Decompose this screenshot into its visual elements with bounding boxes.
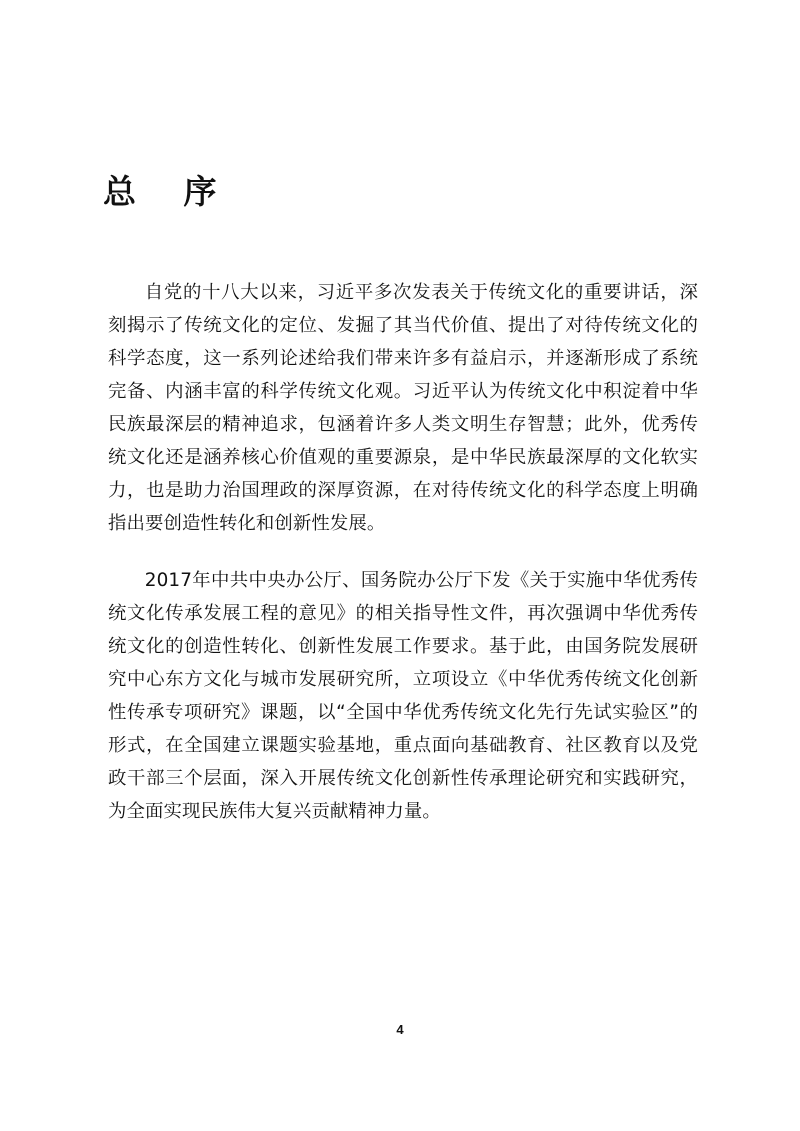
page-number: 4 (396, 1022, 404, 1037)
paragraph-1: 自党的十八大以来，习近平多次发表关于传统文化的重要讲话，深刻揭示了传统文化的定位、发掘了其当代价值、提出了对待传统文化的科学态度，这一系列论述给我们带来许多有益启示，并逐渐形成了系统完备、内涵丰富的科学传统文化观。习近平认为传统文化中积淀着中华民族最深层的精神追求，包涵着许多人类文明生存智慧；此外，优秀传统文化还是涵养核心价值观的重要源泉，是中华民族最深厚的文化软实力，也是助力治国理政的深厚资源，在对待传统文化的科学态度上明确指出要创造性转化和创新性发展。 (108, 282, 698, 534)
page-title: 总 序 (103, 172, 235, 211)
paragraph-2: 2017年中共中央办公厅、国务院办公厅下发《关于实施中华优秀传统文化传承发展工程的意见》的相关指导性文件，再次强调中华优秀传统文化的创造性转化、创新性发展工作要求。基于此，由国务院发展研究中心东方文化与城市发展研究所，立项设立《中华优秀传统文化创新性传承专项研究》课题，以“全国中华优秀传统文化先行先试实验区”的形式，在全国建立课题实验基地，重点面向基础教育、社区教育以及党政干部三个层面，深入开展传统文化创新性传承理论研究和实践研究，为全面实现民族伟大复兴贡献精神力量。 (108, 570, 698, 822)
body-text (108, 276, 698, 828)
